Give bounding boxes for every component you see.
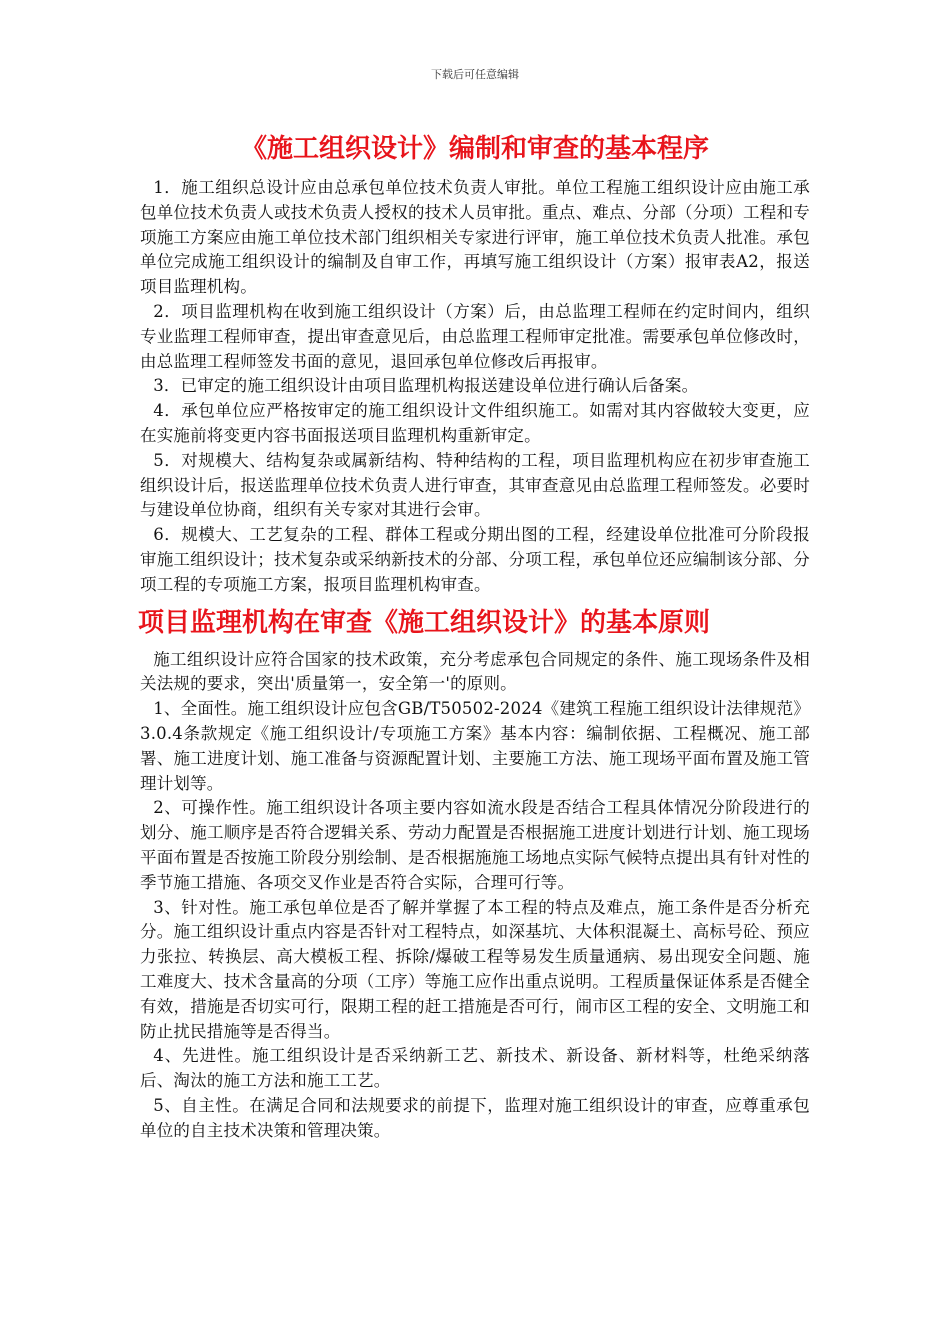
paragraph: 3．已审定的施工组织设计由项目监理机构报送建设单位进行确认后备案。 [153,376,699,396]
paragraph: 3、针对性。施工承包单位是否了解并掌握了本工程的特点及难点，施工条件是否分析充分。施工组织设计重点内容是否针对工程特点，如深基坑、大体积混凝土、高标号砼、预应力张拉、转换层、高大模板工程、拆除/爆破工程等易发生质量通病、易出现安全问题、施工难度大、技术含量高的分项（工序）等施工应作出重点说明。工程质量保证体系是否健全有效，措施是否切实可行，限期工程的赶工措施是否可行，闹市区工程的安全、文明施工和防止扰民措施等是否得当。 [140,897,810,1041]
paragraph: 1、全面性。施工组织设计应包含GB/T50502-2024《建筑工程施工组织设计法律规范》3.0.4条款规定《施工组织设计/专项施工方案》基本内容：编制依据、工程概况、施工部署、施工进度计划、施工准备与资源配置计划、主要施工方法、施工现场平面布置及施工管理计划等。 [140,699,810,793]
paragraph: 4、先进性。施工组织设计是否采纳新工艺、新技术、新设备、新材料等，杜绝采纳落后、淘汰的施工方法和施工工艺。 [140,1046,810,1091]
paragraph: 5．对规模大、结构复杂或属新结构、特种结构的工程，项目监理机构应在初步审查施工组织设计后，报送监理单位技术负责人进行审查，其审查意见由总监理工程师签发。必要时与建设单位协商，组织有关专家对其进行会审。 [140,450,810,520]
paragraph: 2．项目监理机构在收到施工组织设计（方案）后，由总监理工程师在约定时间内，组织专业监理工程师审查，提出审查意见后，由总监理工程师审定批准。需要承包单位修改时，由总监理工程师签发书面的意见，退回承包单位修改后再报审。 [140,301,810,371]
paragraph: 6．规模大、工艺复杂的工程、群体工程或分期出图的工程，经建设单位批准可分阶段报审施工组织设计；技术复杂或采纳新技术的分部、分项工程，承包单位还应编制该分部、分项工程的专项施工方案，报项目监理机构审查。 [140,525,810,594]
paragraph: 施工组织设计应符合国家的技术政策，充分考虑承包合同规定的条件、施工现场条件及相关法规的要求，突出'质量第一，安全第一'的原则。 [140,649,810,694]
paragraph: 5、自主性。在满足合同和法规要求的前提下，监理对施工组织设计的审查，应尊重承包单位的自主技术决策和管理决策。 [140,1095,810,1140]
section-title-principles: 项目监理机构在审查《施工组织设计》的基本原则 [138,607,711,638]
section-title-procedure: 《施工组织设计》编制和审查的基本程序 [240,134,709,164]
paragraph: 1．施工组织总设计应由总承包单位技术负责人审批。单位工程施工组织设计应由施工承包单位技术负责人或技术负责人授权的技术人员审批。重点、难点、分部（分项）工程和专项施工方案应由施工单位技术部门组织相关专家进行评审，施工单位技术负责人批准。承包单位完成施工组织设计的编制及自审工作，再填写施工组织设计（方案）报审表A2，报送项目监理机构。 [140,178,810,297]
paragraph: 2、可操作性。施工组织设计各项主要内容如流水段是否结合工程具体情况分阶段进行的划分、施工顺序是否符合逻辑关系、劳动力配置是否根据施工进度计划进行计划、施工现场平面布置是否按施工阶段分别绘制、是否根据施施工场地点实际气候特点提出具有针对性的季节施工措施、各项交叉作业是否符合实际，合理可行等。 [140,798,810,892]
paragraph: 4．承包单位应严格按审定的施工组织设计文件组织施工。如需对其内容做较大变更，应在实施前将变更内容书面报送项目监理机构重新审定。 [140,401,810,445]
document-body [140,124,810,1143]
page-header-note: 下载后可任意编辑 [431,68,519,81]
